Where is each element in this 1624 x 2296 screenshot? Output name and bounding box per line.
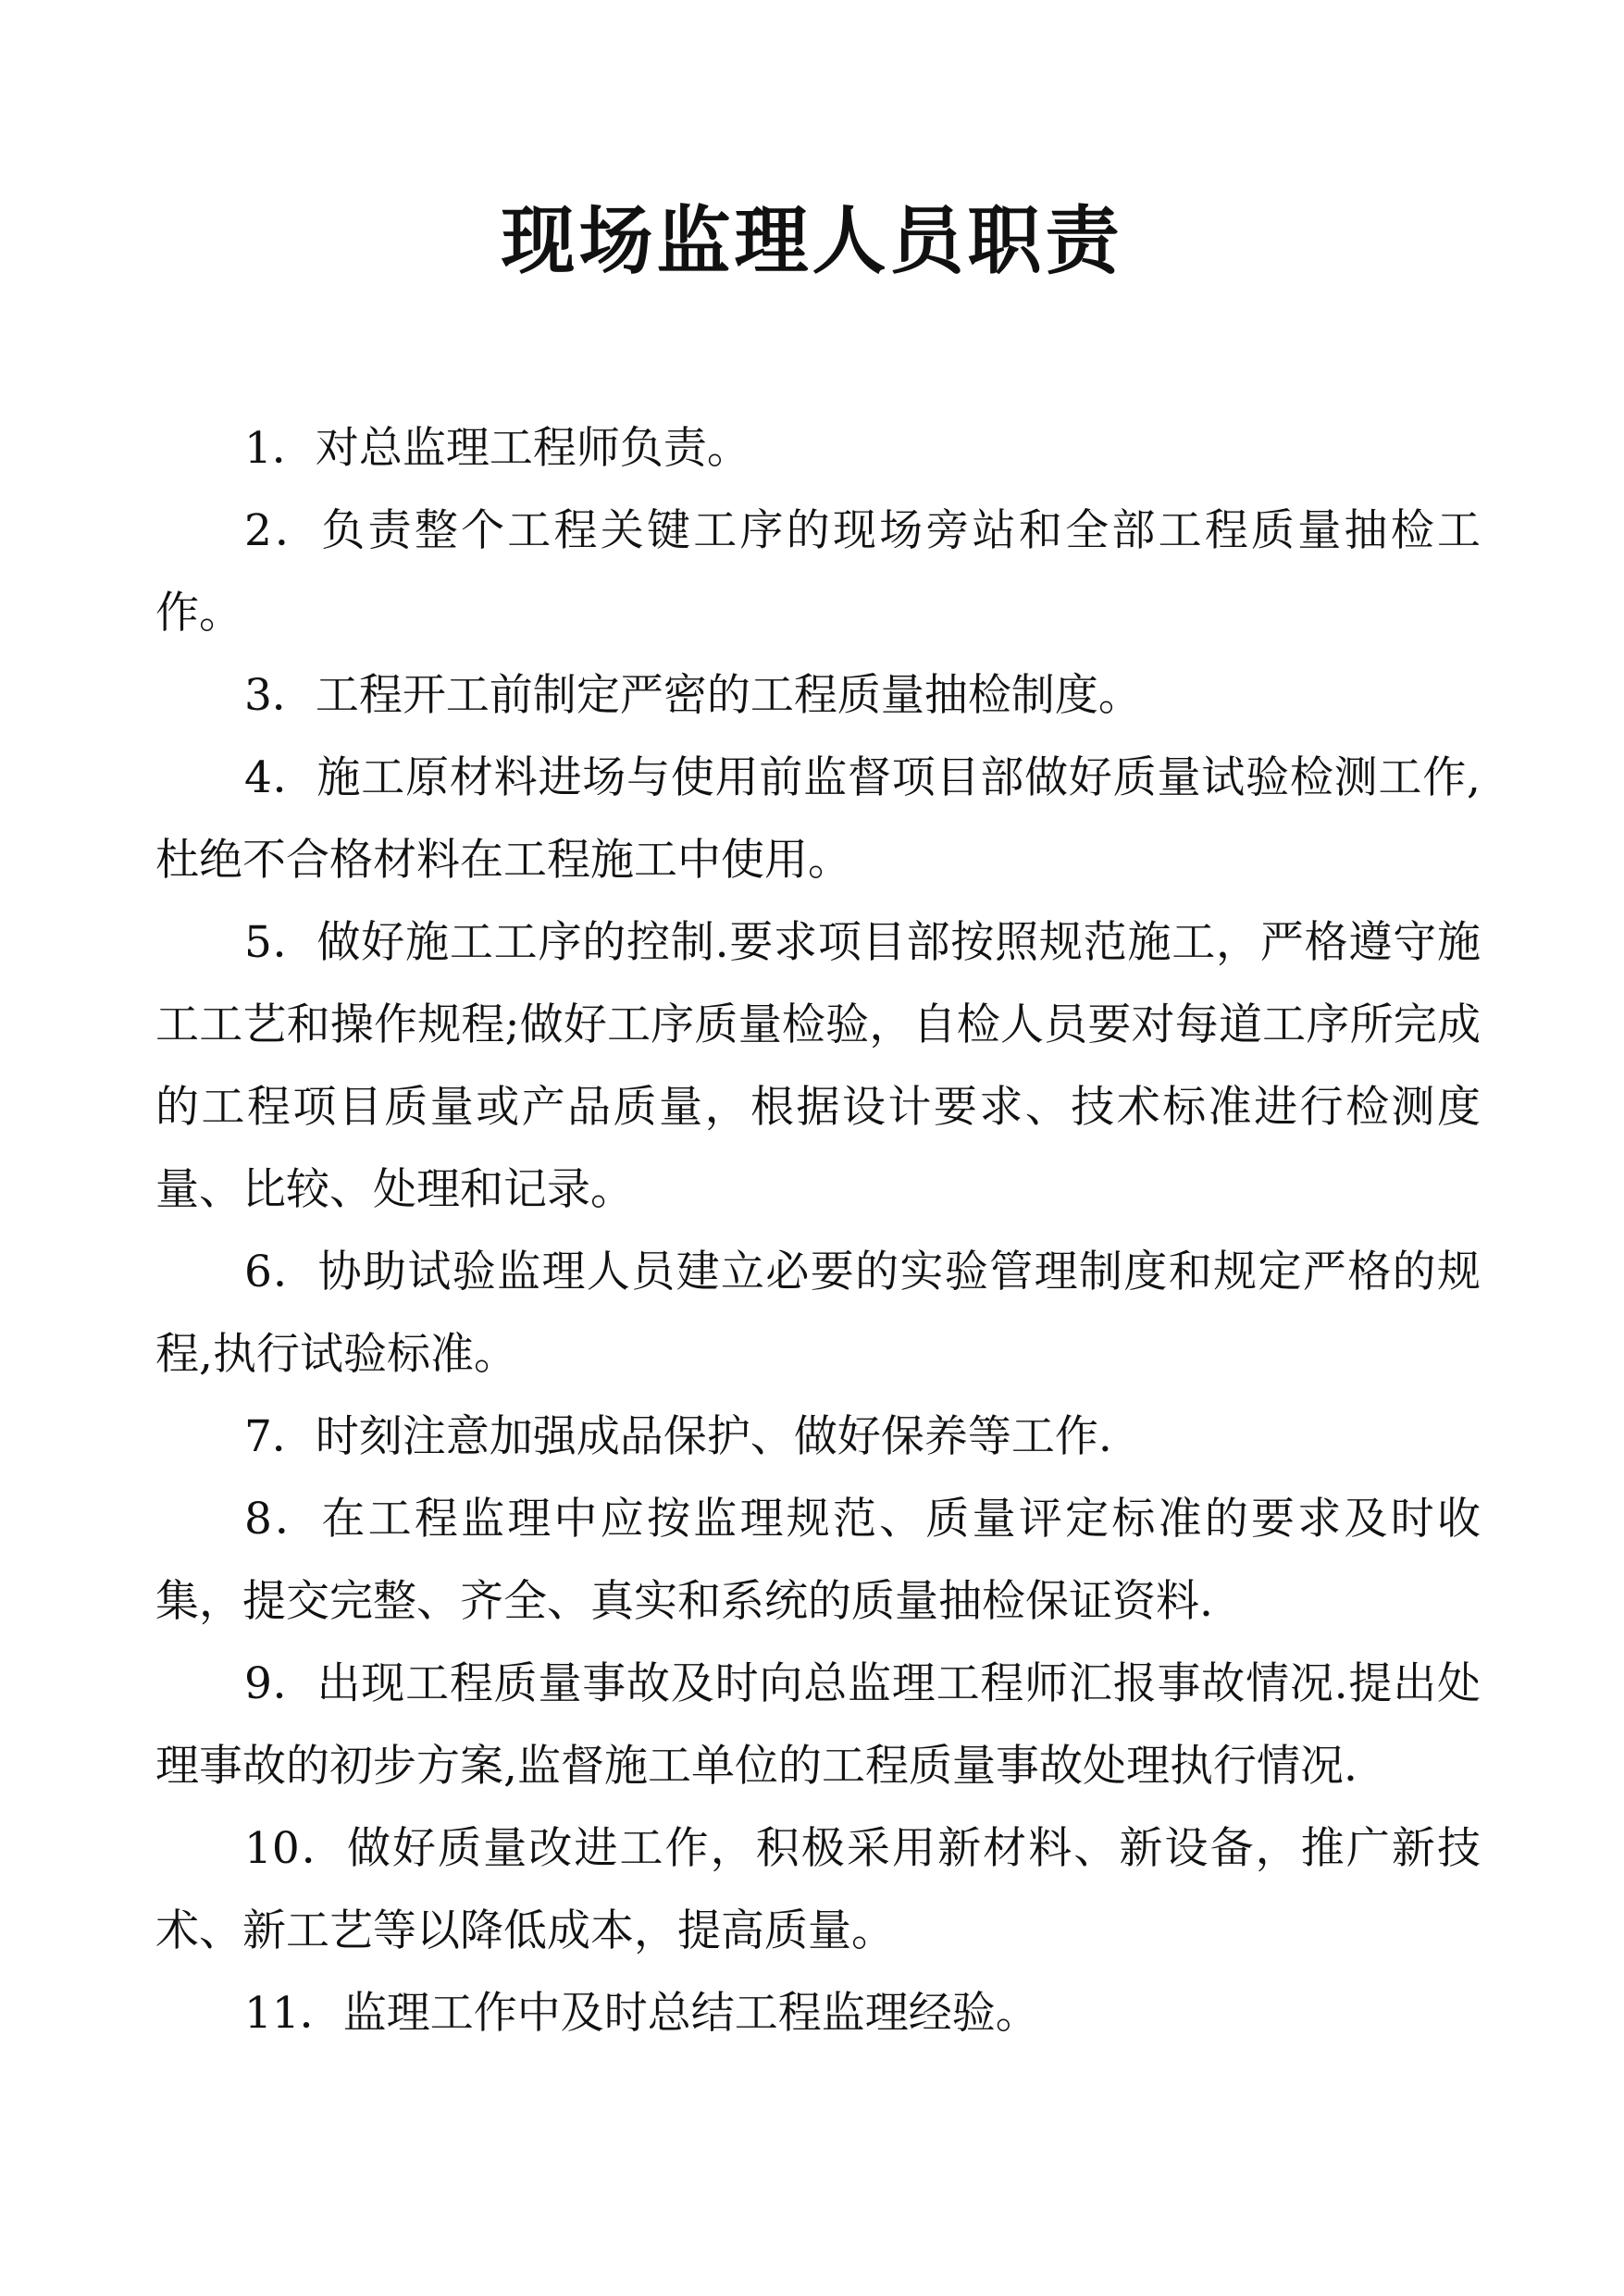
paragraph-5: 5．做好施工工序的控制.要求项目部按照规范施工，严格遵守施工工艺和操作规程;做好工序质量检验，自检人员要对每道工序所完成的工程项目质量或产品质量，根据设计要求、技术标准进行检测度量、比较、处理和记录。 bbox=[155, 917, 1481, 1215]
document-body bbox=[155, 407, 1481, 2054]
paragraph-8: 8．在工程监理中应按监理规范、质量评定标准的要求及时收集，提交完整、齐全、真实和系统的质量抽检保证资料. bbox=[155, 1494, 1481, 1627]
paragraph-3: 3．工程开工前制定严密的工程质量抽检制度。 bbox=[244, 670, 1142, 721]
paragraph-11: 11．监理工作中及时总结工程监理经验。 bbox=[244, 1988, 1039, 2039]
paragraph-10: 10．做好质量改进工作，积极采用新材料、新设备，推广新技术、新工艺等以降低成本，提高质量。 bbox=[155, 1823, 1481, 1956]
paragraph-7: 7．时刻注意加强成品保护、做好保养等工作. bbox=[244, 1411, 1112, 1462]
paragraph-2: 2．负责整个工程关键工序的现场旁站和全部工程质量抽检工作。 bbox=[155, 505, 1481, 639]
document-title: 现场监理人员职责 bbox=[501, 197, 1123, 284]
paragraph-9: 9．出现工程质量事故及时向总监理工程师汇报事故情况.提出处理事故的初步方案,监督施工单位的工程质量事故处理执行情况. bbox=[155, 1658, 1481, 1792]
paragraph-6: 6．协助试验监理人员建立必要的实验管理制度和规定严格的规程,执行试验标准。 bbox=[155, 1247, 1481, 1380]
paragraph-1: 1．对总监理工程师负责。 bbox=[244, 423, 750, 474]
paragraph-4: 4．施工原材料进场与使用前监督项目部做好质量试验检测工作,杜绝不合格材料在工程施工中使用。 bbox=[155, 752, 1481, 886]
